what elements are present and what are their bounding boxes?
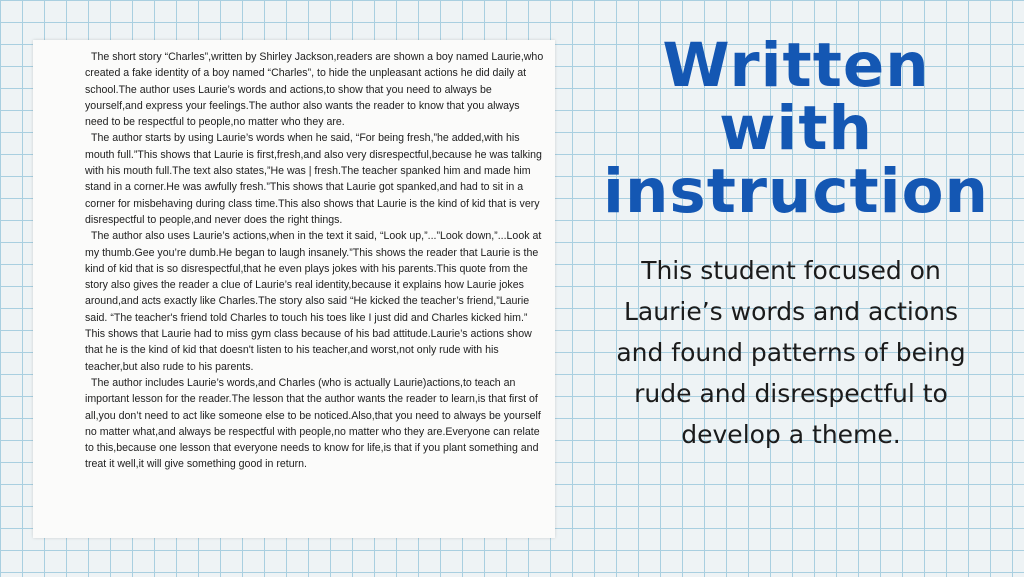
caption-line: and found patterns of being — [616, 338, 966, 367]
essay-paragraph-4: The author includes Laurie’s words,and Charles (who is actually Laurie)actions,to teach an important lesson for the reader.The lesson that the author wants the reader to learn,is that first of all,you don’t need to act like someone else to be noticed.Also,that you need to always be yourself no matter what,and always be respectful with people,no matter who they are.Everyone can relate to this,because one lesson that everyone needs to know for life,is that if you plant something and treat it well,it will give something good in return. — [85, 376, 541, 471]
caption-line: Laurie’s words and actions — [624, 297, 958, 326]
essay-paragraph-1: The short story “Charles”,written by Shirley Jackson,readers are shown a boy named Laurie,who created a fake identity of a boy named “Charles”, to hide the unpleasant actions he did daily at school.The author uses Laurie’s words and actions,to show that you need to always be yourself,and express your feelings.The author also wants the reader to know that you always need to be respectful to people,no matter who they are. — [85, 51, 544, 129]
student-essay-image — [33, 40, 555, 538]
essay-paragraph-2: The author starts by using Laurie’s words when he said, “For being fresh,”he added,with his mouth full.”This shows that Laurie is first,fresh,and also very disrespectful,because he was talking with his mouth full.The text also states,”He was | fresh.The teacher spanked him and made him stand in a corner.He was awfully fresh.”This shows that Laurie got spanked,and had to sit in a corner for misbehaving during class time.This also shows that Laurie is the kind of kid that is very disrespectful to people,and never does the right things. — [85, 132, 542, 226]
caption-line: rude and disrespectful to — [634, 379, 948, 408]
slide-title — [578, 30, 1014, 227]
caption-line: develop a theme. — [681, 420, 901, 449]
caption-line: This student focused on — [641, 256, 941, 285]
title-line: instruction — [603, 156, 989, 227]
essay-paragraph-3: The author also uses Laurie’s actions,when in the text it said, “Look up,”...”Look down,”...Look at my thumb.Gee you’re dumb.He began to laugh insanely.”This shows the reader that Laurie is the kind of kid that is so disrespectful,that he even plays jokes with his parents.This quote from the story also gives the reader a clue of Laurie’s real identity,because it explains how Laurie jokes around,and acts exactly like Charles.The story also said “He kicked the teacher’s friend,”Laurie said. “The teacher's friend told Charles to touch his toes like I just did and Charles kicked him.” This shows that Laurie had to miss gym class because of his bad attitude.Laurie’s actions show that he is the kind of kid that doesn't listen to his teacher,and worst,not only rude with his teacher,but also rude to his parents. — [85, 230, 542, 373]
title-line: with — [719, 93, 873, 164]
title-line: Written — [662, 30, 930, 101]
slide-caption — [578, 250, 1004, 455]
